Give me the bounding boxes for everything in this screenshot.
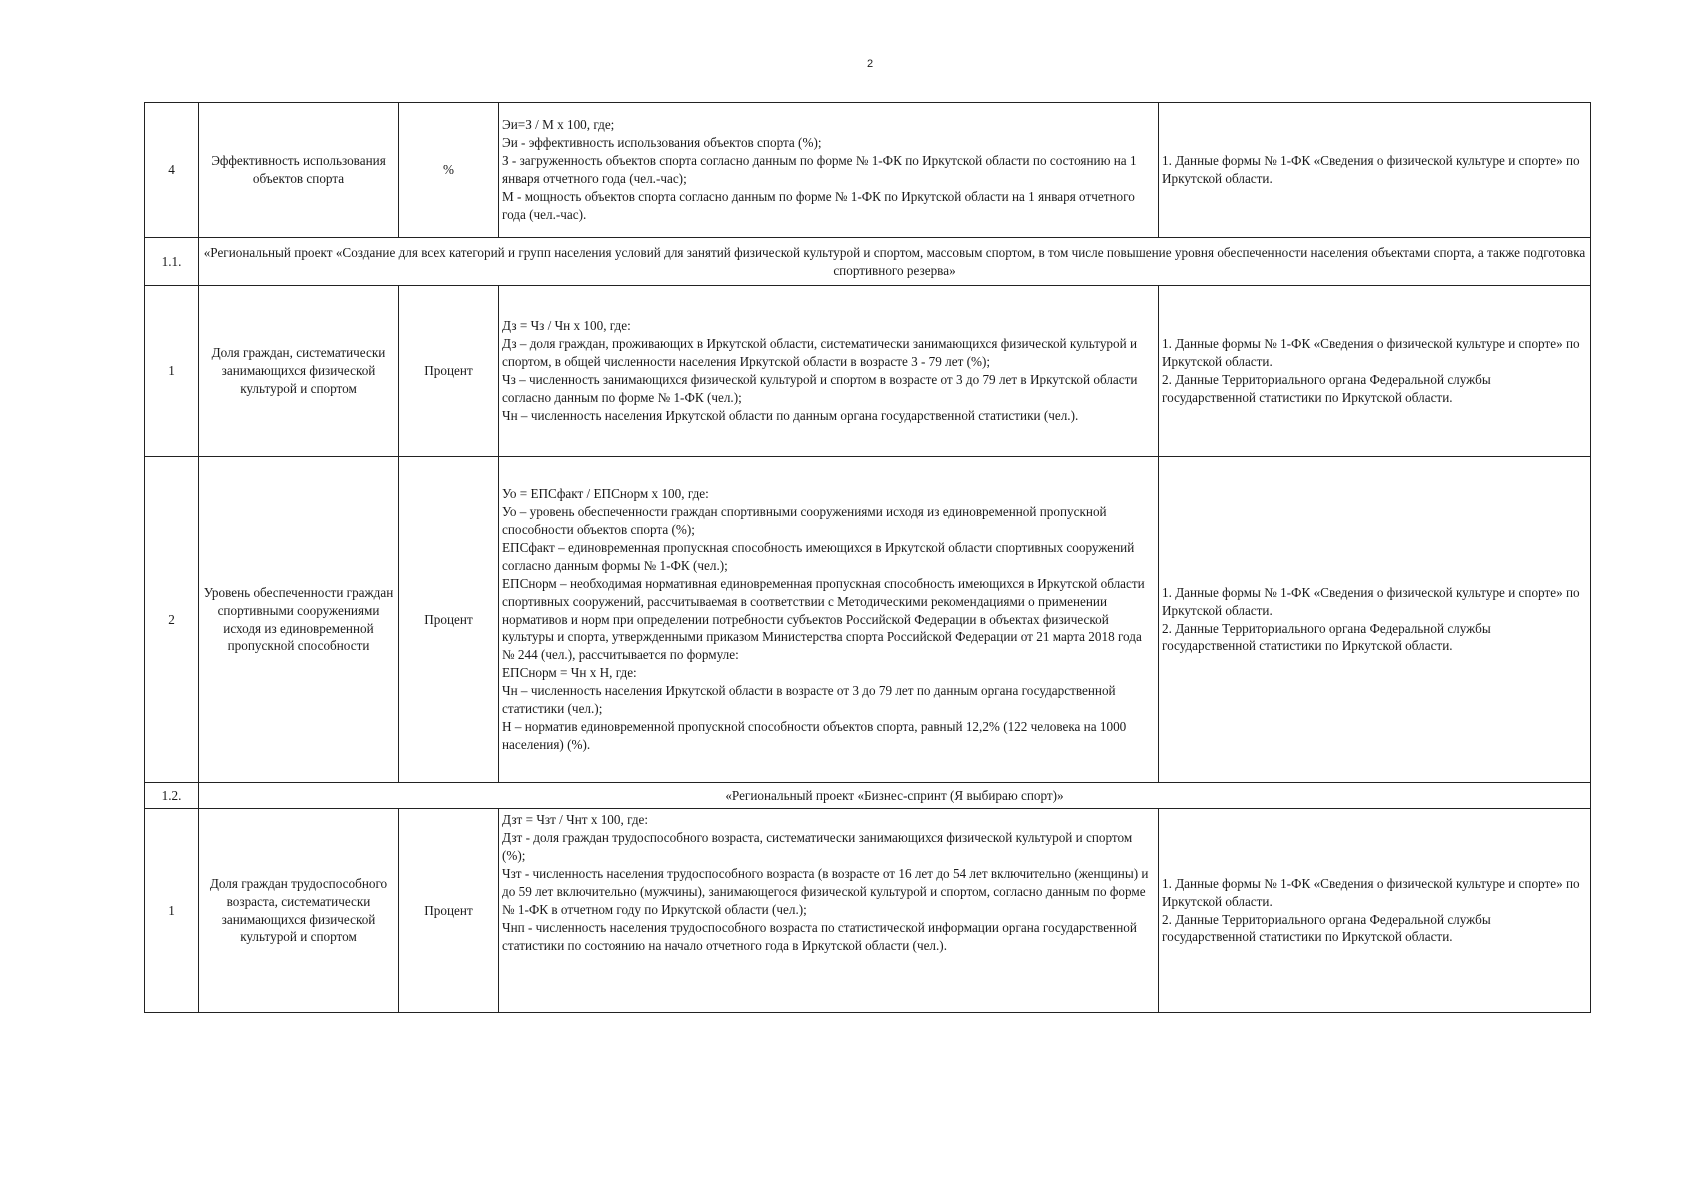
section-row (145, 783, 1591, 809)
indicator-name: Доля граждан, систематически занимающихся физической культурой и спортом (199, 286, 399, 457)
indicator-unit: Процент (399, 457, 499, 783)
indicator-unit: Процент (399, 286, 499, 457)
formula-line: Чзт - численность населения трудоспособного возраста (в возрасте от 16 лет до 54 лет включительно (женщины) и до 59 лет включительно (мужчины), занимающегося физической культурой и спортом, согласно данным по форме № 1-ФК в отчетном году по Иркутской области (чел.); (502, 865, 1149, 917)
formula-line: Дзт = Чзт / Чнт х 100, где: (502, 812, 649, 827)
indicator-unit: % (399, 103, 499, 238)
formula-line: Уо = ЕПСфакт / ЕПСнорм х 100, где: (502, 485, 709, 501)
indicator-formula (499, 809, 1159, 1013)
formula-line: Эи - эффективность использования объектов спорта (%); (502, 135, 822, 151)
table-row (145, 457, 1591, 783)
page-number: 2 (866, 58, 874, 70)
formula-line: Чн – численность населения Иркутской области в возрасте от 3 до 79 лет по данным органа государственной статистики (чел.); (502, 683, 1116, 717)
formula-line: ЕПСфакт – единовременная пропускная способность имеющихся в Иркутской области спортивных сооружений согласно данным формы № 1-ФК (чел.); (502, 539, 1135, 573)
formula-line: Дзт - доля граждан трудоспособного возраста, систематически занимающихся физической культурой и спортом (%); (502, 829, 1133, 863)
indicator-formula (499, 286, 1159, 457)
source-line: 1. Данные формы № 1-ФК «Сведения о физической культуре и спорте» по Иркутской области. (1162, 153, 1580, 186)
row-number: 4 (145, 103, 199, 238)
formula-line: М - мощность объектов спорта согласно данным по форме № 1-ФК по Иркутской области на 1 января отчетного года (чел.-час). (502, 188, 1135, 222)
indicator-name: Уровень обеспеченности граждан спортивными сооружениями исходя из единовременной пропускной способности (199, 457, 399, 783)
formula-line: Дз = Чз / Чн х 100, где: (502, 318, 631, 334)
source-line: 1. Данные формы № 1-ФК «Сведения о физической культуре и спорте» по Иркутской области. (1162, 875, 1580, 909)
formula-line: Чнп - численность населения трудоспособного возраста по статистической информации органа государственной статистики по состоянию на начало отчетного года в Иркутской области (чел.). (502, 919, 1137, 953)
source-line: 2. Данные Территориального органа Федеральной службы государственной статистики по Иркутской области. (1162, 372, 1491, 405)
indicator-unit: Процент (399, 809, 499, 1013)
table-row (145, 103, 1591, 238)
indicator-source (1159, 286, 1591, 457)
source-line: 2. Данные Территориального органа Федеральной службы государственной статистики по Иркутской области. (1162, 911, 1491, 945)
formula-line: Чз – численность занимающихся физической культурой и спортом в возрасте от 3 до 79 лет в Иркутской области согласно данным по форме № 1-ФК (чел.); (502, 372, 1138, 405)
section-number: 1.1. (145, 238, 199, 286)
table-row (145, 809, 1591, 1013)
indicator-source (1159, 103, 1591, 238)
section-title: «Региональный проект «Создание для всех категорий и групп населения условий для занятий физической культурой и спортом, массовым спортом, в том числе повышение уровня обеспеченности населения объектами спорта, а также подготовка спортивного резерва» (199, 238, 1591, 286)
source-line: 2. Данные Территориального органа Федеральной службы государственной статистики по Иркутской области. (1162, 620, 1491, 654)
formula-line: ЕПСнорм – необходимая нормативная единовременная пропускная способность имеющихся в Иркутской области спортивных сооружений, рассчитываемая в соответствии с Методическими рекомендациями о применении нормативов и норм при определении потребности субъектов Российской Федерации в объектах физической культуры и спорта, утвержденными приказом Министерства спорта Российской Федерации от 21 марта 2018 года № 244 (чел.), рассчитывается по формуле: (502, 575, 1145, 663)
table-row (145, 286, 1591, 457)
row-number: 1 (145, 286, 199, 457)
section-title: «Региональный проект «Бизнес-спринт (Я выбираю спорт)» (199, 783, 1591, 809)
row-number: 1 (145, 809, 199, 1013)
formula-line: Н – норматив единовременной пропускной способности объектов спорта, равный 12,2% (122 человека на 1000 населения) (%). (502, 719, 1127, 753)
formula-line: Чн – численность населения Иркутской области по данным органа государственной статистики (чел.). (502, 407, 1079, 423)
indicator-name: Эффективность использования объектов спорта (199, 103, 399, 238)
indicator-formula (499, 103, 1159, 238)
formula-line: З - загруженность объектов спорта согласно данным по форме № 1-ФК по Иркутской области по состоянию на 1 января отчетного года (чел.-час); (502, 153, 1137, 186)
row-number: 2 (145, 457, 199, 783)
section-number: 1.2. (145, 783, 199, 809)
source-line: 1. Данные формы № 1-ФК «Сведения о физической культуре и спорте» по Иркутской области. (1162, 336, 1580, 370)
indicators-table (144, 102, 1591, 1013)
formula-line: ЕПСнорм = Чн х Н, где: (502, 665, 637, 681)
indicator-source (1159, 809, 1591, 1013)
indicator-source (1159, 457, 1591, 783)
formula-line: Дз – доля граждан, проживающих в Иркутской области, систематически занимающихся физической культурой и спортом, в общей численности населения Иркутской области в возрасте 3 - 79 лет (%); (502, 336, 1138, 370)
source-line: 1. Данные формы № 1-ФК «Сведения о физической культуре и спорте» по Иркутской области. (1162, 584, 1580, 618)
formula-line: Уо – уровень обеспеченности граждан спортивными сооружениями исходя из единовременной пропускной способности объектов спорта (%); (502, 503, 1107, 537)
indicator-name: Доля граждан трудоспособного возраста, систематически занимающихся физической культурой и спортом (199, 809, 399, 1013)
indicator-formula (499, 457, 1159, 783)
formula-line: Эи=З / М х 100, где; (502, 117, 615, 133)
section-row (145, 238, 1591, 286)
